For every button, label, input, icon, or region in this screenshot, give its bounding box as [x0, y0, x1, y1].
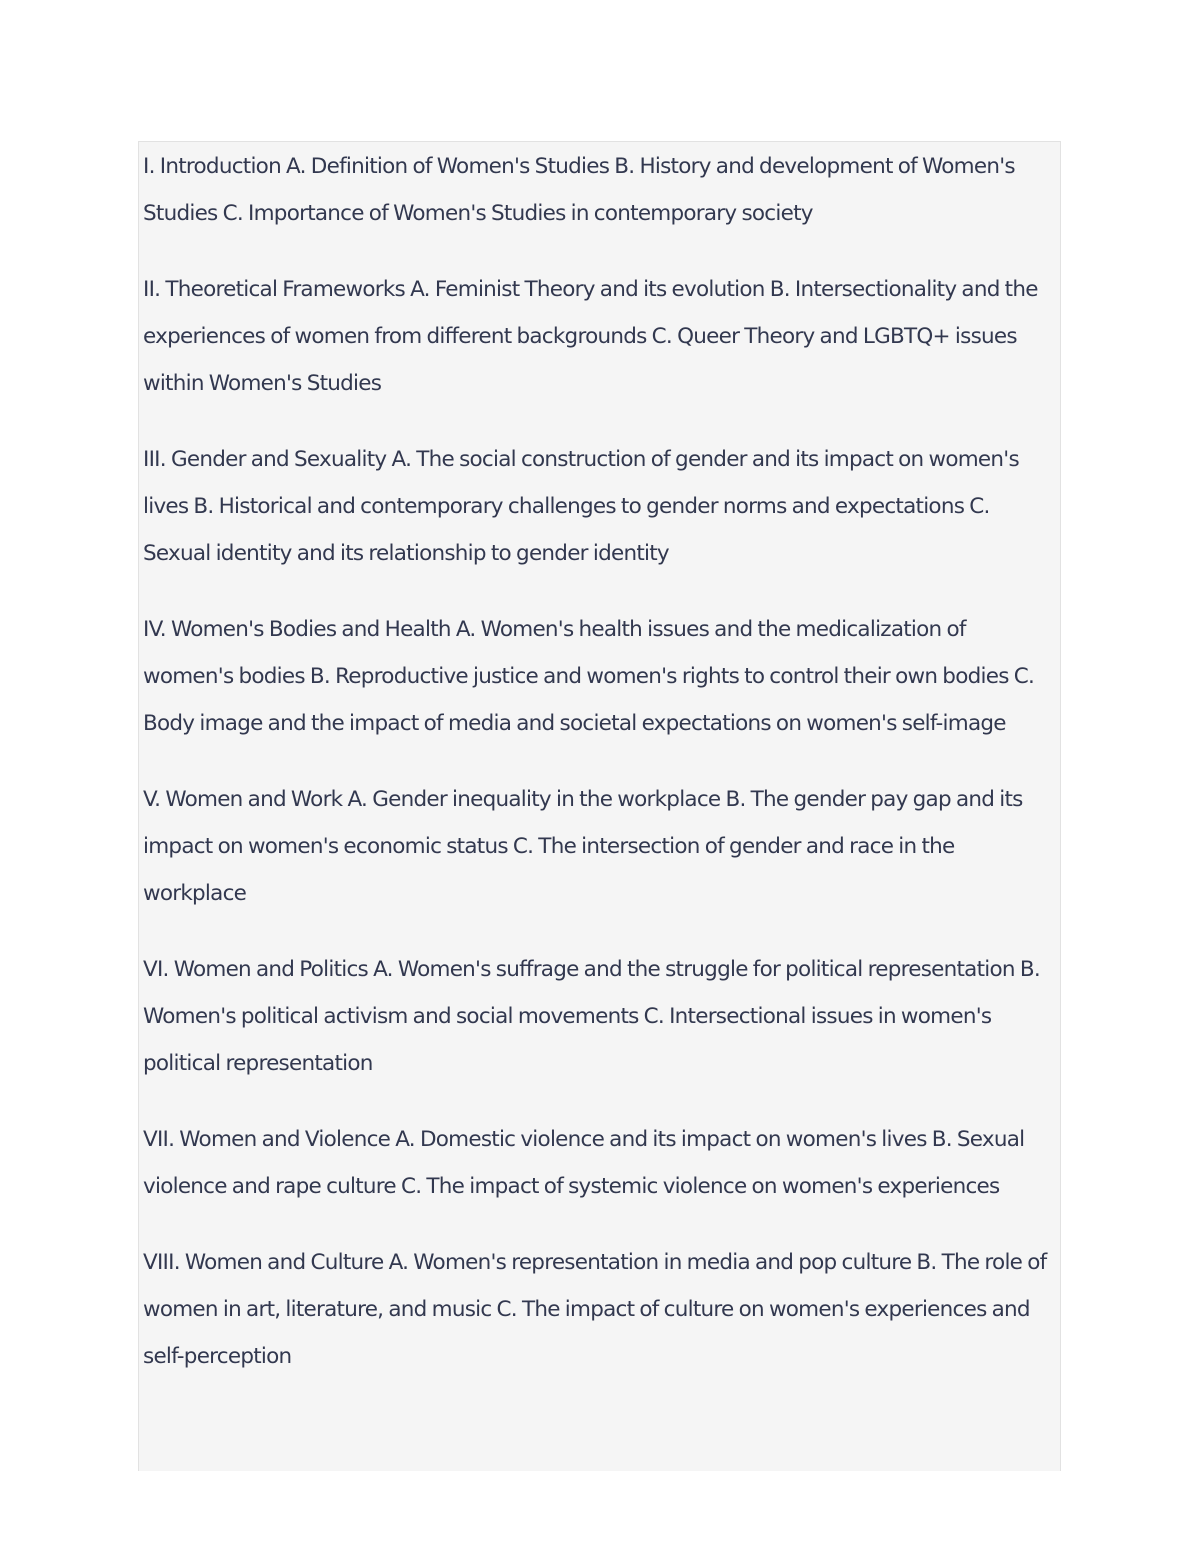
outline-section-1: I. Introduction A. Definition of Women's Studies B. History and development of Women's Studies C. Importance of Women's Studies in contemporary society: [143, 154, 1015, 226]
outline-section-5: V. Women and Work A. Gender inequality in the workplace B. The gender pay gap and its impact on women's economic status C. The intersection of gender and race in the workplace: [143, 787, 1023, 906]
outline-section-2: II. Theoretical Frameworks A. Feminist Theory and its evolution B. Intersectionality and the experiences of women from different backgrounds C. Queer Theory and LGBTQ+ issues within Women's Studies: [143, 277, 1038, 396]
outline-section-6: VI. Women and Politics A. Women's suffrage and the struggle for political representation B. Women's political activism and social movements C. Intersectional issues in women's political representation: [143, 957, 1040, 1076]
outline-section-4: IV. Women's Bodies and Health A. Women's health issues and the medicalization of women's bodies B. Reproductive justice and women's rights to control their own bodies C. Body image and the impact of media and societal expectations on women's self-image: [143, 617, 1035, 736]
outline-container: [138, 141, 1061, 1471]
outline-section-7: VII. Women and Violence A. Domestic violence and its impact on women's lives B. Sexual violence and rape culture C. The impact of systemic violence on women's experiences: [143, 1127, 1025, 1199]
outline-section-3: III. Gender and Sexuality A. The social construction of gender and its impact on women's lives B. Historical and contemporary challenges to gender norms and expectations C. Sexual identity and its relationship to gender identity: [143, 447, 1019, 566]
outline-section-8: VIII. Women and Culture A. Women's representation in media and pop culture B. The role of women in art, literature, and music C. The impact of culture on women's experiences and self-perception: [143, 1250, 1047, 1369]
